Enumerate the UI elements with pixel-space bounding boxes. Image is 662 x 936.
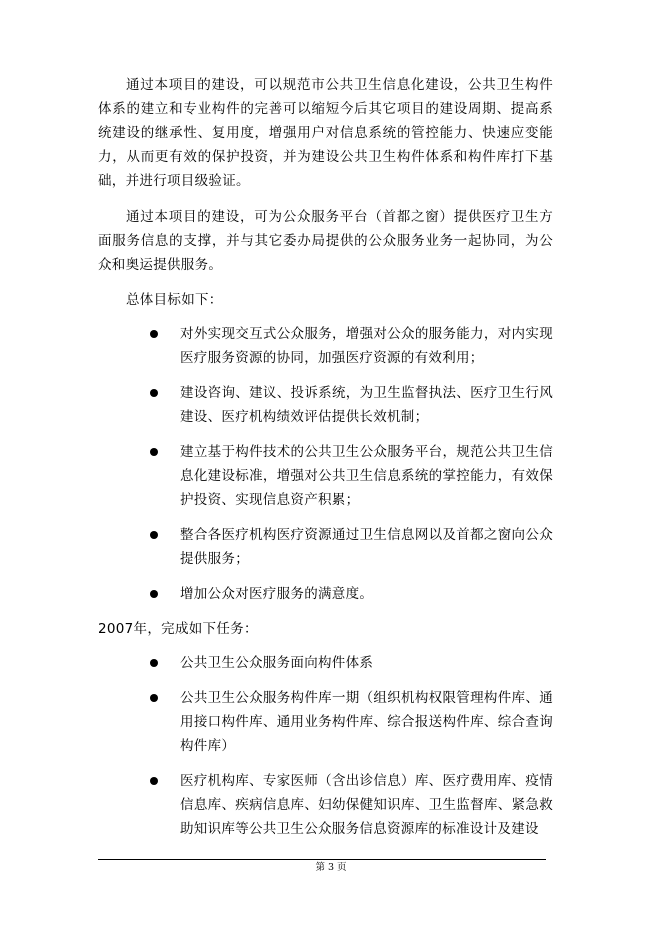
task-item xyxy=(98,651,553,675)
bullet-icon xyxy=(150,531,158,539)
task-item-text: 公共卫生公众服务面向构件体系 xyxy=(180,655,374,671)
bullet-icon xyxy=(150,448,158,456)
tasks-list xyxy=(98,651,553,841)
task-item xyxy=(98,686,553,758)
goal-item xyxy=(98,582,553,606)
goals-heading: 总体目标如下： xyxy=(126,292,223,308)
bullet-icon xyxy=(150,389,158,397)
task-item-text: 公共卫生公众服务构件库一期（组织机构权限管理构件库、通用接口构件库、通用业务构件库、综合报送构件库、综合查询构件库） xyxy=(180,690,553,754)
goal-item-text: 增加公众对医疗服务的满意度。 xyxy=(180,586,374,602)
goal-item-text: 建设咨询、建议、投诉系统，为卫生监督执法、医疗卫生行风建设、医疗机构绩效评估提供长效机制； xyxy=(180,385,553,425)
bullet-icon xyxy=(150,590,158,598)
tasks-heading: 2007年，完成如下任务： xyxy=(98,621,258,637)
goal-item xyxy=(98,381,553,429)
goal-item-text: 建立基于构件技术的公共卫生公众服务平台，规范公共卫生信息化建设标准，增强对公共卫生信息系统的掌控能力，有效保护投资、实现信息资产积累； xyxy=(180,444,553,508)
bullet-icon xyxy=(150,777,158,785)
goal-item xyxy=(98,523,553,571)
goal-item xyxy=(98,322,553,370)
goals-list xyxy=(98,322,553,606)
footer-divider xyxy=(98,859,546,860)
task-item-text: 医疗机构库、专家医师（含出诊信息）库、医疗费用库、疫情信息库、疾病信息库、妇幼保健知识库、卫生监督库、紧急救助知识库等公共卫生公众服务信息资源库的标准设计及建设 xyxy=(180,773,553,837)
goal-item-text: 对外实现交互式公众服务，增强对公众的服务能力，对内实现医疗服务资源的协同，加强医疗资源的有效利用； xyxy=(180,326,553,366)
bullet-icon xyxy=(150,330,158,338)
goal-item xyxy=(98,440,553,512)
document-body xyxy=(98,73,553,852)
bullet-icon xyxy=(150,659,158,667)
page-number: 第 3 页 xyxy=(315,862,347,873)
task-item xyxy=(98,769,553,841)
bullet-icon xyxy=(150,694,158,702)
intro-paragraph-1: 通过本项目的建设，可以规范市公共卫生信息化建设，公共卫生构件体系的建立和专业构件的完善可以缩短今后其它项目的建设周期、提高系统建设的继承性、复用度，增强用户对信息系统的管控能力、快速应变能力，从而更有效的保护投资，并为建设公共卫生构件体系和构件库打下基础，并进行项目级验证。 xyxy=(98,77,553,189)
goal-item-text: 整合各医疗机构医疗资源通过卫生信息网以及首都之窗向公众提供服务； xyxy=(180,527,553,567)
intro-paragraph-2: 通过本项目的建设，可为公众服务平台（首都之窗）提供医疗卫生方面服务信息的支撑，并与其它委办局提供的公众服务业务一起协同，为公众和奥运提供服务。 xyxy=(98,209,553,273)
